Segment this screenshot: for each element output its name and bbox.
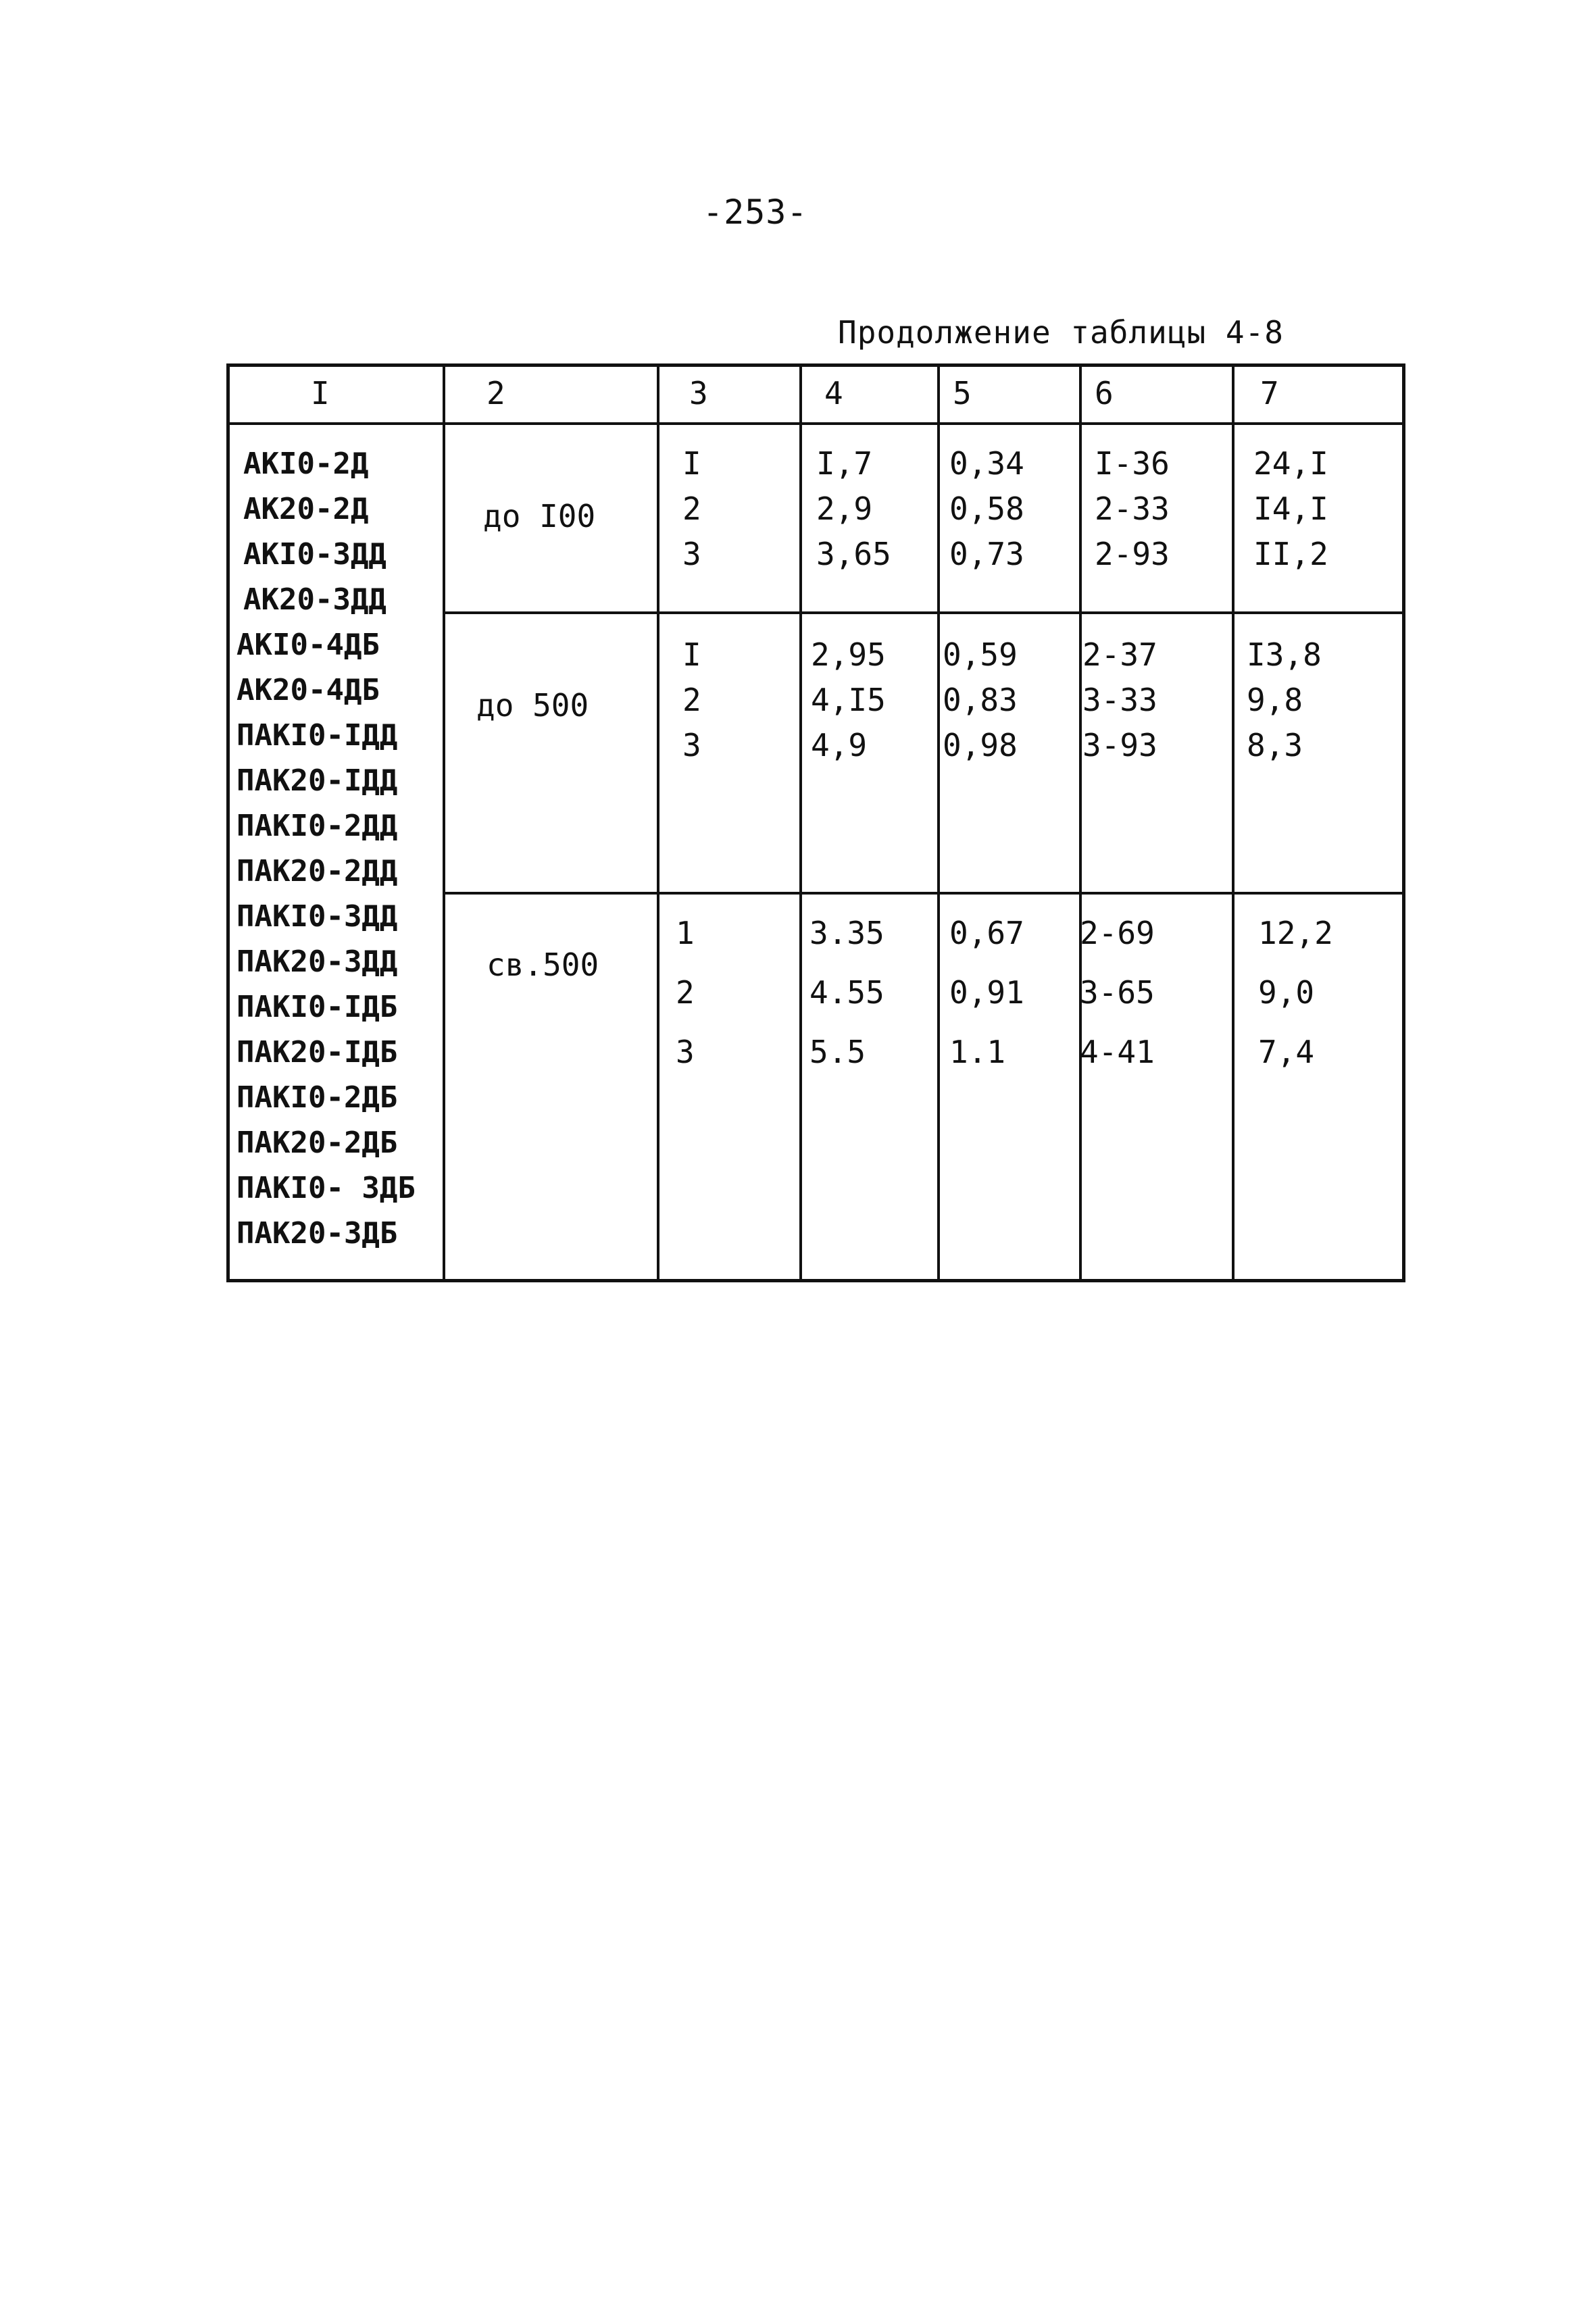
value-cell: 2-69 — [1080, 915, 1155, 951]
column-divider — [937, 367, 940, 1280]
group-rule — [443, 892, 1403, 895]
value-cell: 3 — [682, 536, 701, 572]
value-cell: 2,95 — [811, 636, 886, 673]
value-cell: 0,98 — [943, 727, 1018, 763]
value-cell: I — [682, 636, 701, 673]
grade-cell: АКI0-3ДД — [243, 537, 386, 572]
value-cell: 0,91 — [949, 974, 1024, 1011]
value-cell: 4.55 — [809, 974, 884, 1011]
value-cell: 9,8 — [1247, 682, 1303, 718]
value-cell: 4,I5 — [811, 682, 886, 718]
grade-cell: ПАКI0-2ДД — [236, 809, 398, 843]
value-cell: 8,3 — [1247, 727, 1303, 763]
value-cell: 9,0 — [1258, 974, 1315, 1011]
column-divider — [657, 367, 659, 1280]
grade-cell: ПАК20-3ДБ — [236, 1216, 398, 1251]
value-cell: 7,4 — [1258, 1034, 1315, 1070]
value-cell: I3,8 — [1247, 636, 1322, 673]
header-col-5: 5 — [953, 375, 972, 411]
range-cell: до 500 — [476, 687, 589, 724]
grade-cell: АКI0-2Д — [243, 447, 369, 481]
value-cell: 12,2 — [1258, 915, 1333, 951]
column-divider — [1079, 367, 1082, 1280]
header-col-4: 4 — [824, 375, 843, 411]
value-cell: 0,34 — [949, 445, 1024, 482]
range-cell: до I00 — [483, 498, 596, 534]
grade-cell: ПАКI0-2ДБ — [236, 1080, 398, 1115]
grade-cell: ПАКI0-IДБ — [236, 990, 398, 1024]
value-cell: 3 — [676, 1034, 695, 1070]
grade-cell: АКI0-4ДБ — [236, 628, 380, 662]
value-cell: I-36 — [1095, 445, 1170, 482]
value-cell: 2-93 — [1095, 536, 1170, 572]
grade-cell: ПАКI0-3ДД — [236, 899, 398, 934]
value-cell: 2 — [682, 682, 701, 718]
column-divider — [799, 367, 802, 1280]
value-cell: 2-37 — [1082, 636, 1157, 673]
column-divider — [443, 367, 445, 1280]
header-col-3: 3 — [689, 375, 708, 411]
value-cell: 3.35 — [809, 915, 884, 951]
value-cell: 3-93 — [1082, 727, 1157, 763]
grade-cell: АК20-4ДБ — [236, 673, 380, 707]
value-cell: 2 — [676, 974, 695, 1011]
value-cell: 3-33 — [1082, 682, 1157, 718]
data-table — [226, 363, 1405, 1282]
value-cell: I — [682, 445, 701, 482]
value-cell: 5.5 — [809, 1034, 866, 1070]
value-cell: 3-65 — [1080, 974, 1155, 1011]
grade-cell: ПАК20-3ДД — [236, 945, 398, 979]
value-cell: 3,65 — [816, 536, 891, 572]
value-cell: 0,73 — [949, 536, 1024, 572]
value-cell: 0,59 — [943, 636, 1018, 673]
value-cell: 3 — [682, 727, 701, 763]
grade-cell: АК20-3ДД — [243, 582, 386, 617]
grade-cell: ПАКI0-IДД — [236, 718, 398, 753]
header-col-7: 7 — [1260, 375, 1279, 411]
table-caption: Продолжение таблицы 4-8 — [838, 314, 1284, 351]
value-cell: 2,9 — [816, 491, 873, 527]
value-cell: 2-33 — [1095, 491, 1170, 527]
column-divider — [1232, 367, 1235, 1280]
value-cell: 2 — [682, 491, 701, 527]
grade-cell: ПАК20-IДД — [236, 763, 398, 798]
value-cell: 0,58 — [949, 491, 1024, 527]
header-rule — [230, 422, 1403, 425]
value-cell: 4,9 — [811, 727, 868, 763]
value-cell: I,7 — [816, 445, 873, 482]
value-cell: 24,I — [1253, 445, 1328, 482]
header-col-2: 2 — [487, 375, 505, 411]
value-cell: 1.1 — [949, 1034, 1006, 1070]
group-rule — [443, 611, 1403, 614]
value-cell: 1 — [676, 915, 695, 951]
grade-cell: ПАК20-IДБ — [236, 1035, 398, 1070]
header-col-6: 6 — [1095, 375, 1114, 411]
value-cell: 0,67 — [949, 915, 1024, 951]
value-cell: I4,I — [1253, 491, 1328, 527]
grade-cell: ПАК20-2ДД — [236, 854, 398, 888]
value-cell: 0,83 — [943, 682, 1018, 718]
grade-cell: ПАК20-2ДБ — [236, 1126, 398, 1160]
grade-cell: ПАКI0- 3ДБ — [236, 1171, 416, 1205]
value-cell: II,2 — [1253, 536, 1328, 572]
grade-cell: АК20-2Д — [243, 492, 369, 526]
page-number: -253- — [703, 193, 808, 232]
value-cell: 4-41 — [1080, 1034, 1155, 1070]
range-cell: св.500 — [487, 947, 599, 983]
header-col-1: I — [311, 375, 330, 411]
